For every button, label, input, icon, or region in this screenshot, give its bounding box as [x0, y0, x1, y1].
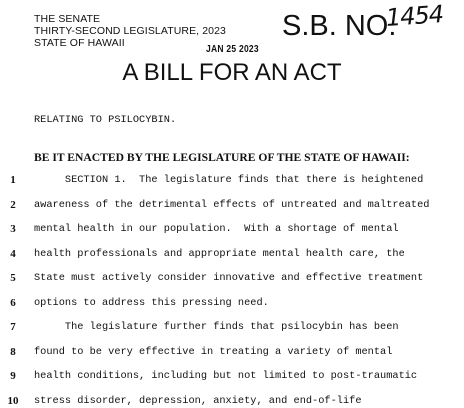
line-text: State must actively consider innovative and effective treatment	[34, 272, 424, 284]
bill-number-label: S.B. NO.	[282, 10, 397, 42]
chamber-name: THE SENATE	[34, 13, 101, 25]
line-number: 9	[10, 370, 16, 382]
enacting-clause: BE IT ENACTED BY THE LEGISLATURE OF THE STATE OF HAWAII:	[34, 151, 410, 164]
line-number: 4	[10, 248, 16, 260]
date-stamp: JAN 25 2023	[206, 44, 259, 55]
state-name: STATE OF HAWAII	[34, 37, 125, 49]
relating-clause: RELATING TO PSILOCYBIN.	[34, 114, 177, 126]
line-number: 5	[10, 272, 16, 284]
line-number: 6	[10, 297, 16, 309]
line-number: 7	[10, 321, 16, 333]
line-text: options to address this pressing need.	[34, 297, 269, 309]
line-number: 2	[10, 199, 16, 211]
line-text: found to be very effective in treating a variety of mental	[34, 346, 393, 358]
line-number: 10	[7, 395, 19, 407]
bill-number-handwritten: 1454	[385, 0, 444, 32]
bill-header	[34, 13, 226, 49]
line-number: 3	[10, 223, 16, 235]
line-text: SECTION 1. The legislature finds that there is heightened	[34, 174, 424, 186]
line-text: awareness of the detrimental effects of untreated and maltreated	[34, 199, 430, 211]
line-text: stress disorder, depression, anxiety, and end-of-life	[34, 395, 362, 407]
line-text: health professionals and appropriate mental health care, the	[34, 248, 405, 260]
line-number: 8	[10, 346, 16, 358]
bill-title: A BILL FOR AN ACT	[122, 59, 342, 86]
line-number: 1	[10, 174, 16, 186]
legislature-name: THIRTY-SECOND LEGISLATURE, 2023	[34, 25, 226, 37]
line-text: health conditions, including but not limited to post-traumatic	[34, 370, 418, 382]
line-text: mental health in our population. With a shortage of mental	[34, 223, 399, 235]
line-text: The legislature further finds that psilocybin has been	[34, 321, 399, 333]
